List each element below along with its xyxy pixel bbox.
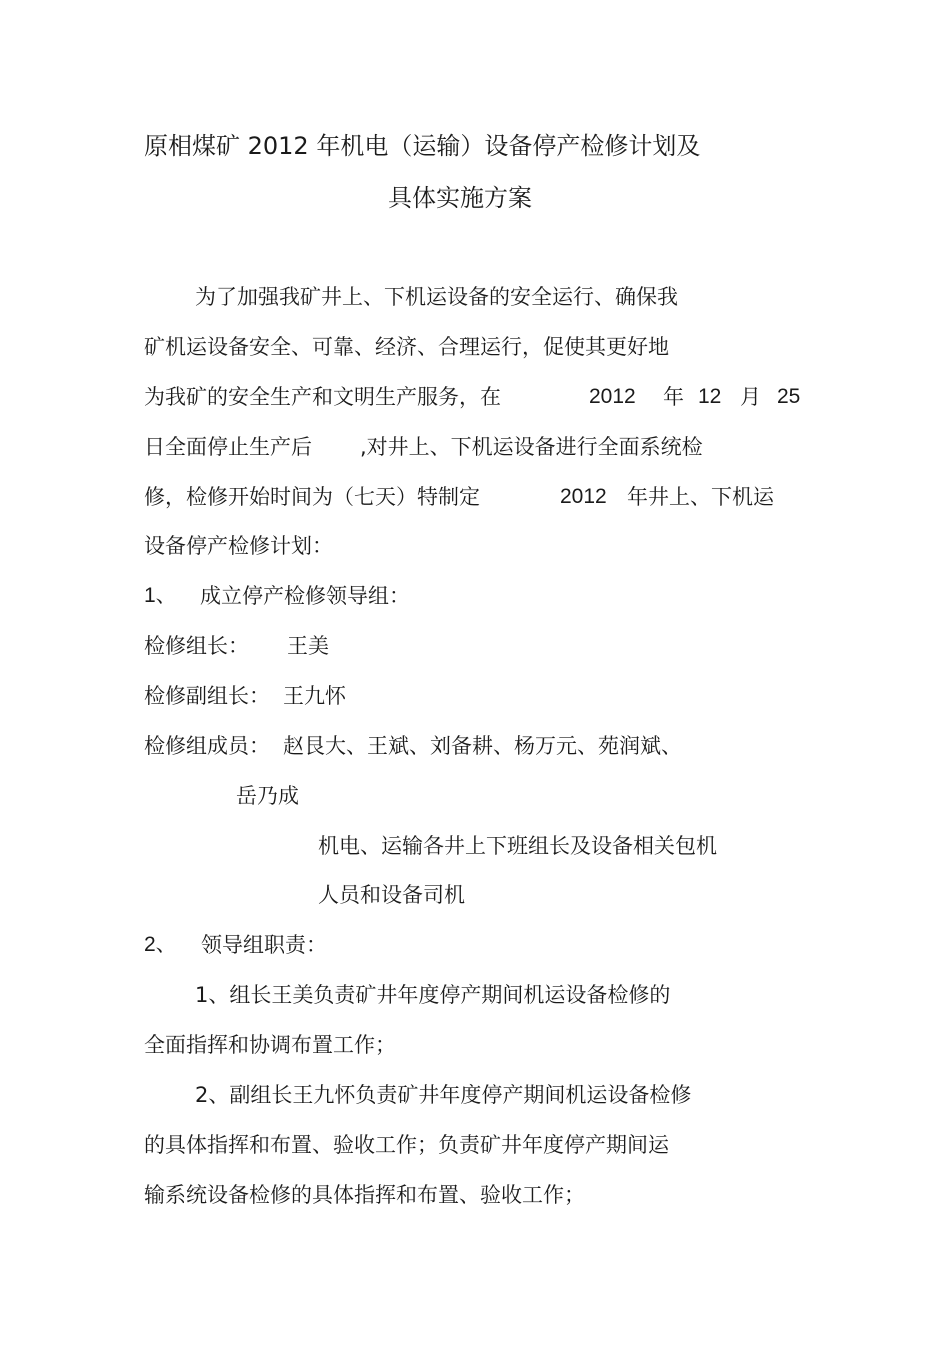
intro-day: 25 — [777, 385, 801, 408]
intro-line-4b: ,对井上、下机运设备进行全面系统检 — [360, 435, 703, 459]
intro-line-5c: 年井上、下机运 — [627, 485, 774, 509]
leader-name: 王美 — [287, 634, 329, 658]
intro-month-unit: 月 — [740, 385, 761, 409]
intro-year: 2012 — [589, 385, 636, 408]
members-line-3: 机电、运输各井上下班组长及设备相关包机 — [318, 834, 717, 858]
duty-2-line-2: 的具体指挥和布置、验收工作；负责矿井年度停产期间运 — [144, 1133, 669, 1157]
vice-leader-name: 王九怀 — [283, 684, 346, 708]
duty-1-line-2: 全面指挥和协调布置工作； — [144, 1033, 396, 1057]
members-line-4: 人员和设备司机 — [318, 883, 465, 907]
intro-line-4a: 日全面停止生产后 — [144, 435, 312, 459]
members-line-2: 岳乃成 — [236, 784, 299, 808]
section-2-number: 2、 — [144, 933, 177, 956]
intro-line-3 — [144, 383, 501, 411]
vice-leader-label: 检修副组长： — [144, 684, 270, 708]
intro-line-3-text: 为我矿的安全生产和文明生产服务，在 — [144, 385, 501, 409]
intro-line-1: 为了加强我矿井上、下机运设备的安全运行、确保我 — [195, 285, 678, 309]
section-1-number: 1、 — [144, 584, 177, 607]
intro-year-unit: 年 — [663, 385, 684, 409]
document-title-line-2: 具体实施方案 — [388, 184, 532, 212]
document-title-line-1: 原相煤矿 2012 年机电（运输）设备停产检修计划及 — [144, 132, 701, 160]
section-1-heading: 成立停产检修领导组： — [200, 584, 410, 608]
intro-line-6: 设备停产检修计划： — [144, 534, 333, 558]
intro-month: 12 — [698, 385, 722, 408]
section-2-heading: 领导组职责： — [201, 933, 327, 957]
leader-label: 检修组长： — [144, 634, 249, 658]
intro-line-2: 矿机运设备安全、可靠、经济、合理运行，促使其更好地 — [144, 335, 669, 359]
duty-2-line-1: 2、副组长王九怀负责矿井年度停产期间机运设备检修 — [195, 1083, 692, 1107]
intro-line-5-year: 2012 — [560, 485, 607, 508]
members-line-1: 赵艮大、王斌、刘备耕、杨万元、苑润斌、 — [283, 734, 682, 758]
duty-1-line-1: 1、组长王美负责矿井年度停产期间机运设备检修的 — [195, 983, 671, 1007]
members-label: 检修组成员： — [144, 734, 270, 758]
intro-line-5a: 修，检修开始时间为（七天）特制定 — [144, 485, 480, 509]
duty-2-line-3: 输系统设备检修的具体指挥和布置、验收工作； — [144, 1183, 585, 1207]
